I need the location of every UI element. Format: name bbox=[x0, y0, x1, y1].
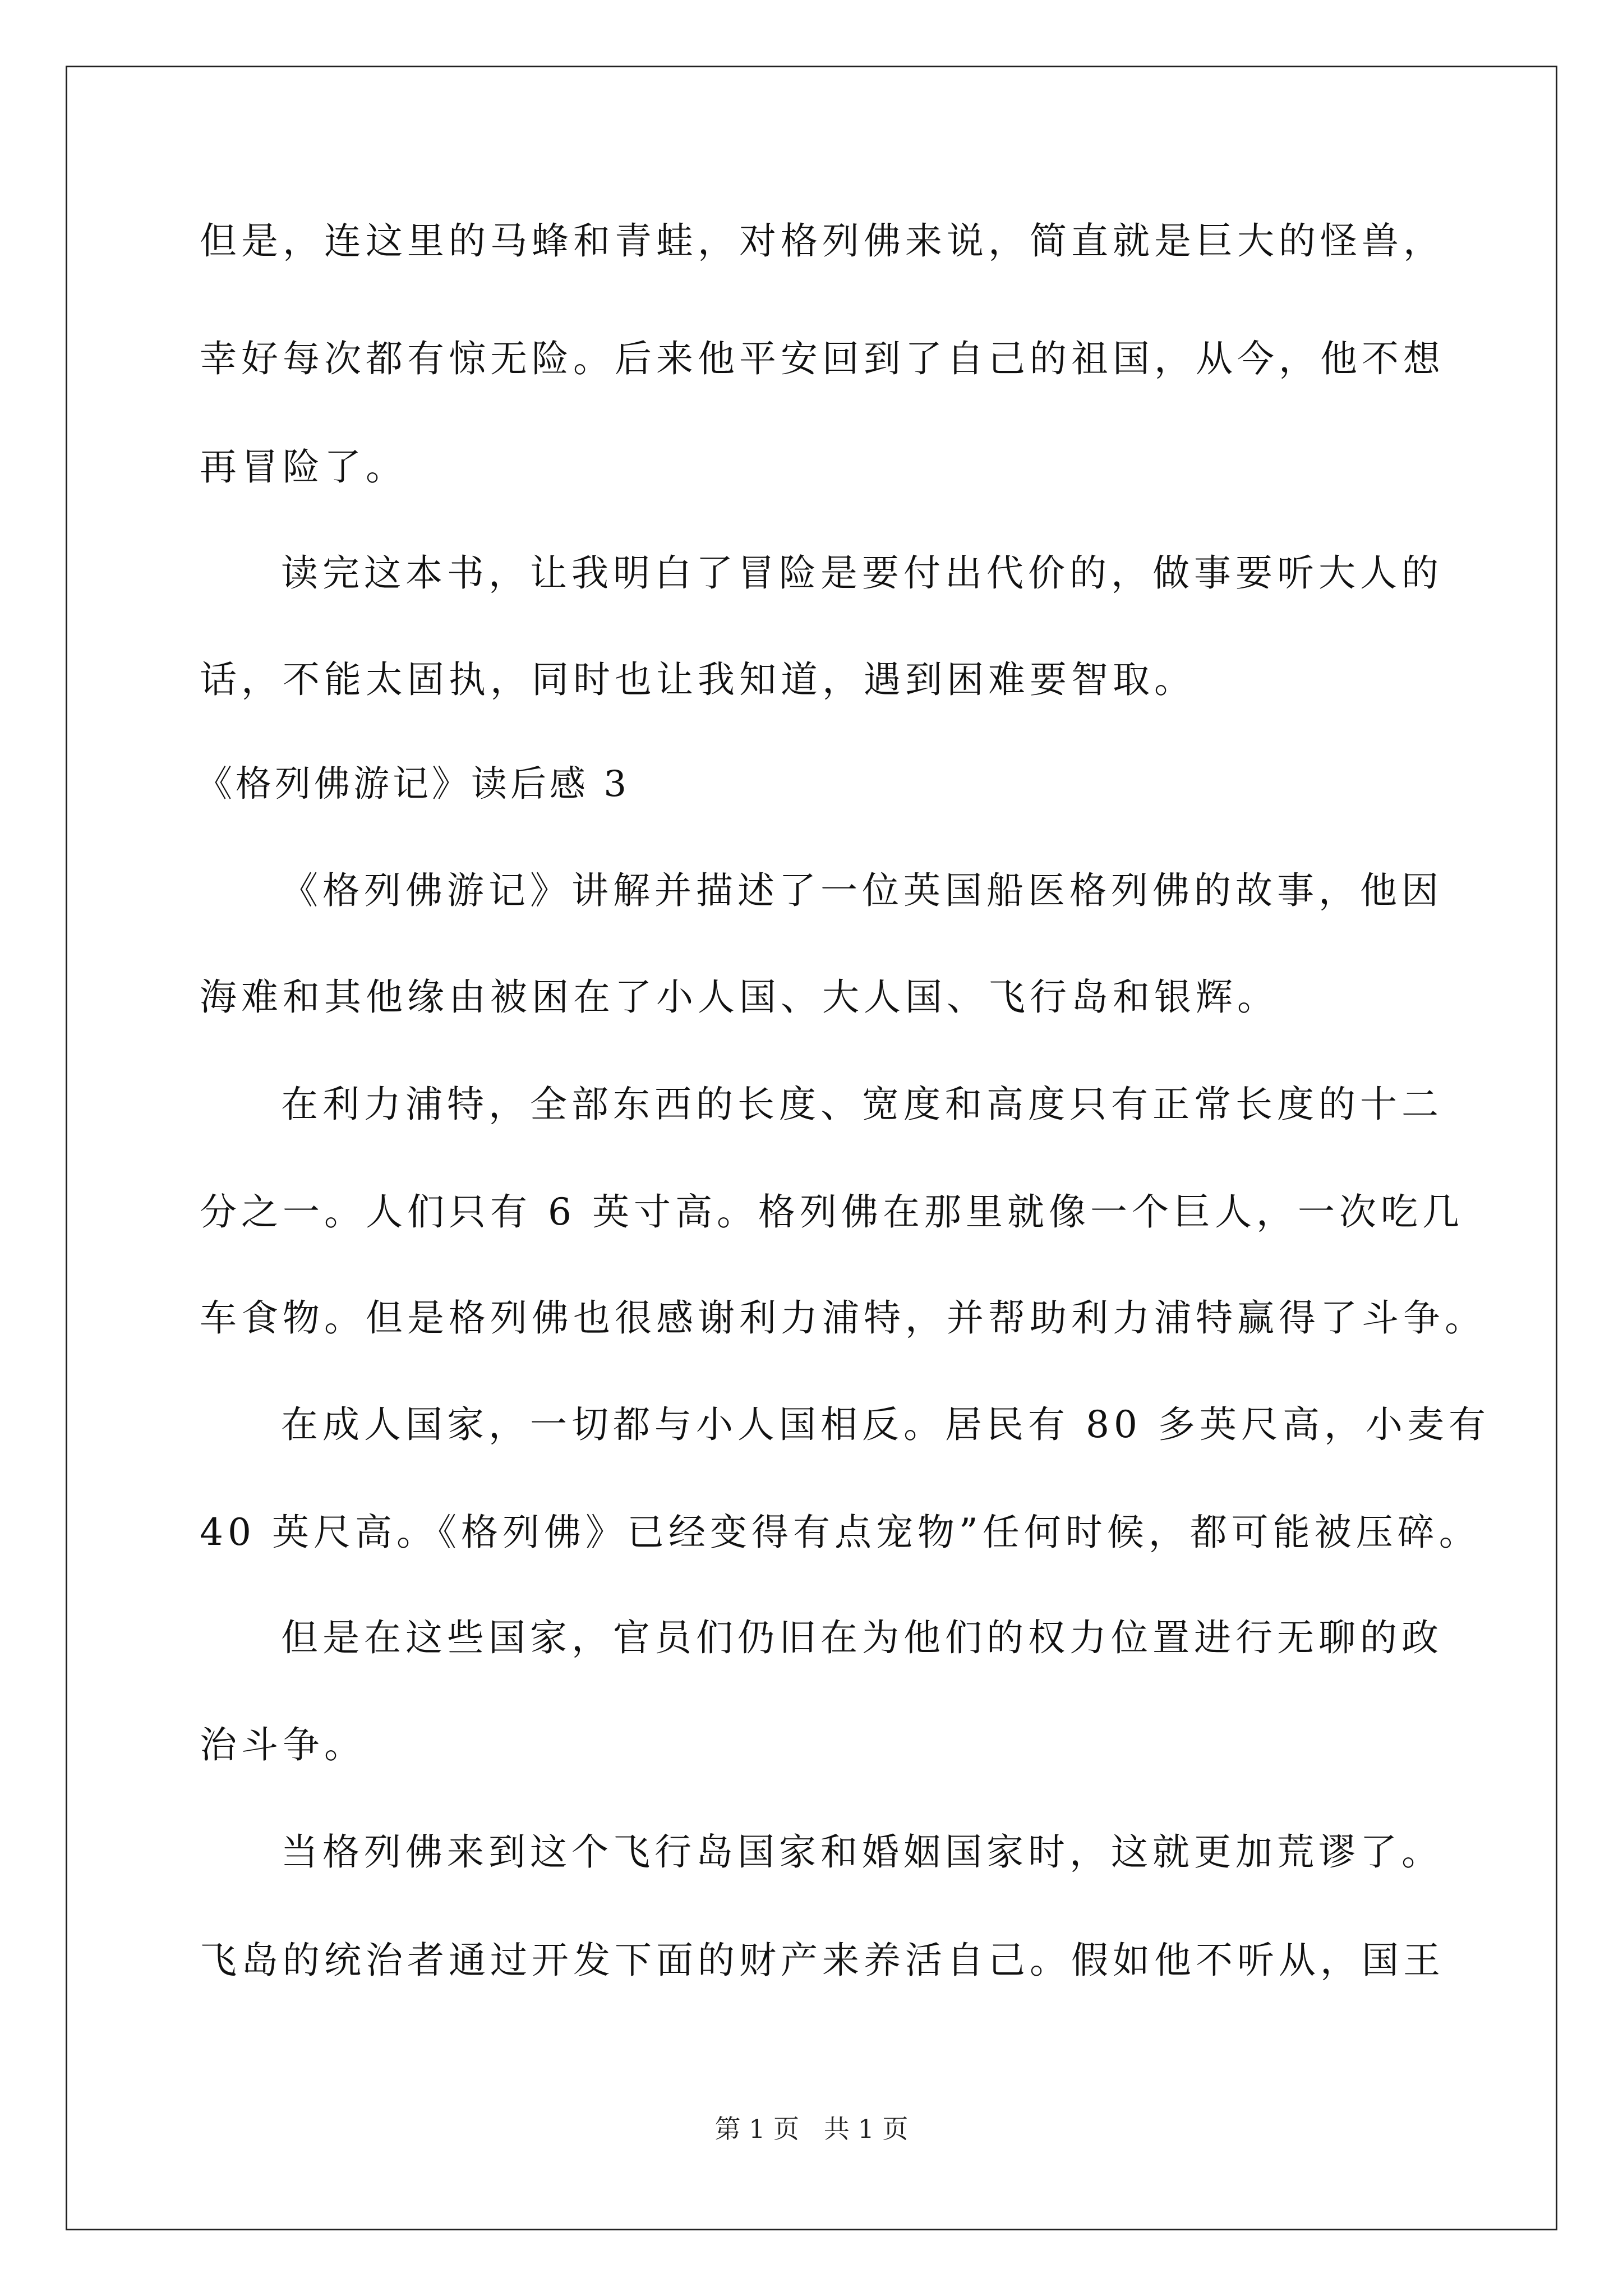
paragraph-start-line: 但是在这些国家，官员们仍旧在为他们的权力位置进行无聊的政 bbox=[281, 1616, 1443, 1659]
text-line: 海难和其他缘由被困在了小人国、大人国、飞行岛和银辉。 bbox=[200, 976, 1279, 1019]
page-footer: 第 1 页 共 1 页 bbox=[714, 2114, 909, 2144]
text-line: 车食物。但是格列佛也很感谢利力浦特，并帮助利力浦特赢得了斗争。 bbox=[200, 1296, 1486, 1340]
paragraph-start-line: 当格列佛来到这个飞行岛国家和婚姻国家时，这就更加荒谬了。 bbox=[281, 1830, 1443, 1874]
text-line: 分之一。人们只有 6 英寸高。格列佛在那里就像一个巨人，一次吃几 bbox=[200, 1190, 1464, 1234]
text-line: 治斗争。 bbox=[200, 1723, 366, 1766]
text-line: 飞岛的统治者通过开发下面的财产来养活自己。假如他不听从，国王 bbox=[200, 1939, 1445, 1982]
text-line: 话，不能太固执，同时也让我知道，遇到困难要智取。 bbox=[200, 658, 1196, 701]
text-line: 再冒险了。 bbox=[200, 445, 407, 489]
text-line: 40 英尺高。《格列佛》已经变得有点宠物”任何时候，都可能被压碎。 bbox=[200, 1511, 1481, 1554]
section-heading: 《格列佛游记》读后感 3 bbox=[196, 763, 630, 805]
text-line: 幸好每次都有惊无险。后来他平安回到了自己的祖国，从今，他不想 bbox=[200, 337, 1445, 380]
paragraph-start-line: 读完这本书，让我明白了冒险是要付出代价的，做事要听大人的 bbox=[281, 551, 1443, 595]
paragraph-start-line: 在成人国家，一切都与小人国相反。居民有 80 多英尺高，小麦有 bbox=[281, 1403, 1490, 1446]
paragraph-start-line: 在利力浦特，全部东西的长度、宽度和高度只有正常长度的十二 bbox=[281, 1083, 1443, 1126]
text-line: 但是，连这里的马蜂和青蛙，对格列佛来说，简直就是巨大的怪兽， bbox=[200, 219, 1445, 263]
page-border bbox=[66, 66, 1557, 2230]
paragraph-start-line: 《格列佛游记》讲解并描述了一位英国船医格列佛的故事，他因 bbox=[281, 869, 1443, 912]
